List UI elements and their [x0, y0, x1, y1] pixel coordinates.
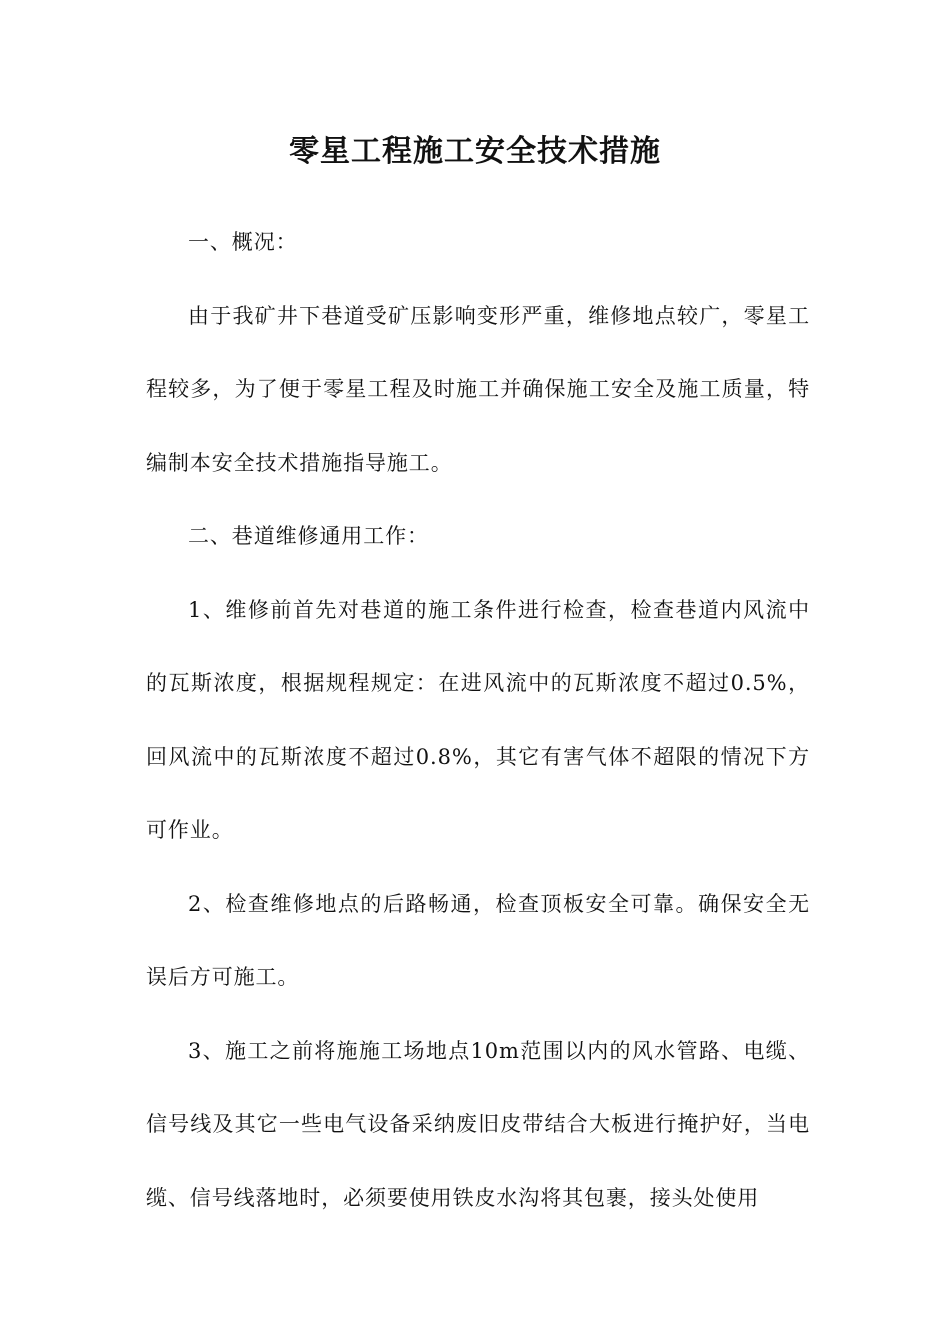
section-heading-overview: 一、概况：: [188, 230, 298, 254]
section-heading-general-work: 二、巷道维修通用工作：: [188, 524, 429, 548]
document-title: 零星工程施工安全技术措施: [289, 134, 661, 169]
paragraph-item-2: 2、检查维修地点的后路畅通，检查顶板安全可靠。确保安全无误后方可施工。: [146, 891, 810, 989]
paragraph-item-3: 3、施工之前将施施工场地点10m范围以内的风水管路、电缆、信号线及其它一些电气设备采纳废旧皮带结合大板进行掩护好，当电缆、信号线落地时，必须要使用铁皮水沟将其包裹，接头处使用: [146, 1038, 810, 1210]
document-body: [146, 206, 810, 1235]
paragraph-item-1: 1、维修前首先对巷道的施工条件进行检查，检查巷道内风流中的瓦斯浓度，根据规程规定：在进风流中的瓦斯浓度不超过0.5%，回风流中的瓦斯浓度不超过0.8%，其它有害气体不超限的情况下方可作业。: [146, 597, 810, 842]
paragraph-overview: 由于我矿井下巷道受矿压影响变形严重，维修地点较广，零星工程较多，为了便于零星工程及时施工并确保施工安全及施工质量，特编制本安全技术措施指导施工。: [146, 303, 810, 475]
